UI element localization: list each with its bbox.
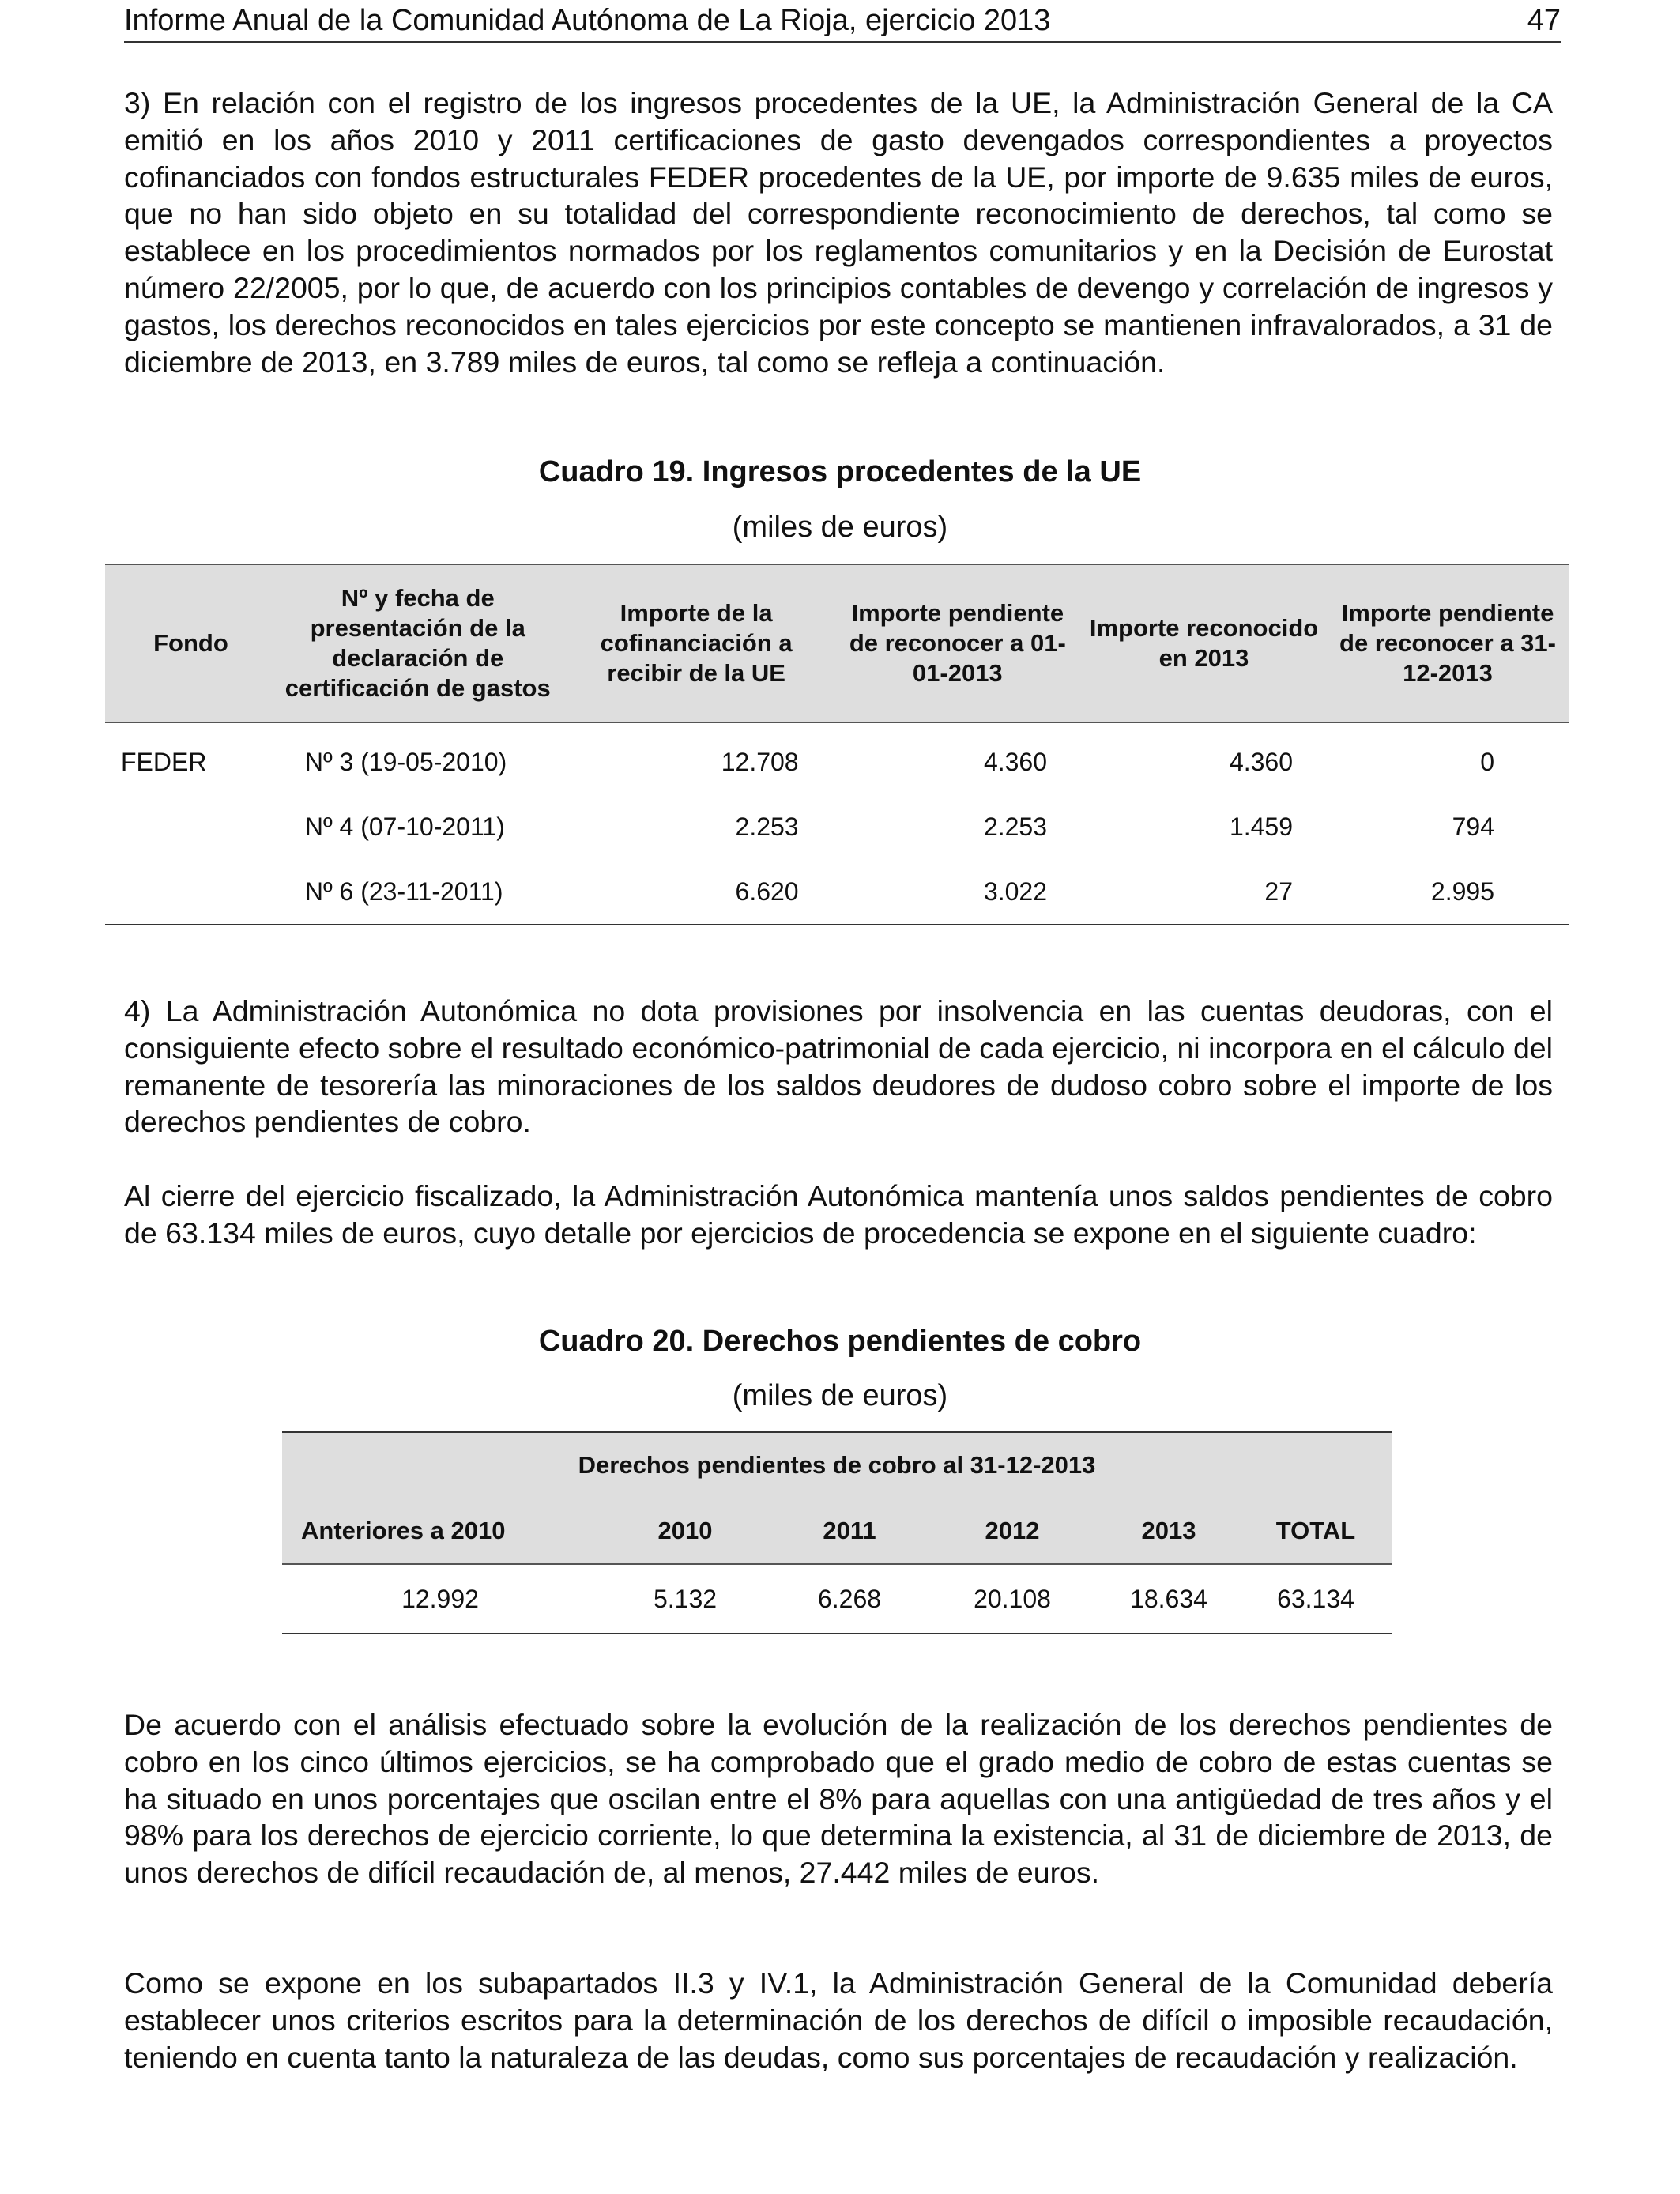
cell-pendiente-fin: 2.995 [1430,877,1494,906]
cell-pendiente-inicio: 3.022 [983,877,1048,906]
cell-pendiente-inicio: 4.360 [983,748,1048,776]
cell-fondo [105,794,277,859]
cell-declaracion: Nº 4 (07-10-2011) [304,812,505,841]
paragraph-5: Al cierre del ejercicio fiscalizado, la Administración Autonómica mantenía unos saldos pendientes de cobro de 63.134 miles de euros, cuyo detalle por ejercicios de procedencia se expone en el siguiente cuadro: [124,1179,1553,1250]
column-header-pendiente-fin: Importe pendiente de reconocer a 31-12-2013 [1326,564,1569,722]
paragraph-4: 4) La Administración Autonómica no dota provisiones por insolvencia en las cuentas deudoras, con el consiguiente efecto sobre el resultado económico-patrimonial de cada ejercicio, ni incorpora en el cálculo del remanente de tesorería las minoraciones de los saldos deudores de dudoso cobro sobre el importe de los derechos pendientes de cobro. [124,994,1553,1139]
cell-cofinanciacion: 2.253 [735,812,799,841]
cuadro20-group-header-row [282,1432,1392,1498]
paragraph-3: 3) En relación con el registro de los ingresos procedentes de la UE, la Administración General de la CA emitió en los años 2010 y 2011 certificaciones de gasto devengados correspondientes a proyectos cofinanciados con fondos estructurales FEDER procedentes de la UE, por importe de 9.635 miles de euros, que no han sido objeto en su totalidad del correspondiente reconocimiento de derechos, tal como se establece en los procedimientos normados por los reglamentos comunitarios y en la Decisión de Eurostat número 22/2005, por lo que, de acuerdo con los principios contables de devengo y correlación de ingresos y gastos, los derechos reconocidos en tales ejercicios por este concepto se mantienen infravalorados, a 31 de diciembre de 2013, en 3.789 miles de euros, tal como se refleja a continuación. [124,86,1553,379]
cell-reconocido: 1.459 [1229,812,1294,841]
cell-declaracion: Nº 3 (19-05-2010) [304,748,507,776]
cell-pendiente-fin: 0 [1480,748,1494,776]
table-row [105,722,1569,794]
column-header-pendiente-inicio: Importe pendiente de reconocer a 01-01-2013 [834,564,1082,722]
cell-pendiente-inicio: 2.253 [983,812,1048,841]
column-header-2011: 2011 [772,1498,927,1565]
table-row [282,1564,1392,1634]
column-header-declaracion: Nº y fecha de presentación de la declaración de certificación de gastos [277,564,559,722]
column-header-anteriores: Anteriores a 2010 [282,1498,598,1565]
paragraph-6: De acuerdo con el análisis efectuado sobre la evolución de la realización de los derechos pendientes de cobro en los cinco últimos ejercicios, se ha comprobado que el grado medio de cobro de estas cuentas se ha situado en unos porcentajes que oscilan entre el 8% para aquellas con una antigüedad de tres años y el 98% para los derechos de ejercicio corriente, lo que determina la existencia, al 31 de diciembre de 2013, de unos derechos de difícil recaudación de, al menos, 27.442 miles de euros. [124,1708,1553,1890]
table-row [105,794,1569,859]
cell-fondo: FEDER [121,748,207,776]
cell-total: 63.134 [1277,1585,1354,1613]
cuadro20-table [282,1431,1392,1634]
cell-2011: 6.268 [817,1585,882,1613]
column-header-2010: 2010 [598,1498,772,1565]
cuadro19-table [105,564,1569,925]
column-header-fondo: Fondo [105,564,277,722]
cell-anteriores: 12.992 [401,1585,479,1613]
cell-fondo [105,859,277,925]
page-header [124,0,1561,43]
cell-declaracion: Nº 6 (23-11-2011) [304,877,503,906]
column-header-2012: 2012 [927,1498,1098,1565]
cell-pendiente-fin: 794 [1452,812,1494,841]
column-header-cofinanciacion: Importe de la cofinanciación a recibir de la UE [559,564,834,722]
table-row [105,859,1569,925]
cuadro20-units: (miles de euros) [732,1379,948,1412]
column-header-reconocido: Importe reconocido en 2013 [1082,564,1326,722]
cuadro19-units: (miles de euros) [732,511,948,544]
cuadro20-title: Cuadro 20. Derechos pendientes de cobro [538,1325,1142,1358]
column-header-total: TOTAL [1240,1498,1392,1565]
page-number: 47 [1527,4,1561,37]
header-title: Informe Anual de la Comunidad Autónoma de La Rioja, ejercicio 2013 [124,4,1051,37]
cell-reconocido: 27 [1264,877,1294,906]
cuadro19-header-row [105,564,1569,722]
cell-reconocido: 4.360 [1229,748,1294,776]
group-header: Derechos pendientes de cobro al 31-12-2013 [282,1432,1392,1498]
cell-2012: 20.108 [974,1585,1051,1613]
cuadro20-header-row [282,1498,1392,1565]
cell-cofinanciacion: 6.620 [735,877,799,906]
cell-cofinanciacion: 12.708 [721,748,799,776]
cell-2013: 18.634 [1130,1585,1207,1613]
cell-2010: 5.132 [653,1585,718,1613]
paragraph-7: Como se expone en los subapartados II.3 y IV.1, la Administración General de la Comunidad debería establecer unos criterios escritos para la determinación de los derechos de difícil o imposible recaudación, teniendo en cuenta tanto la naturaleza de las deudas, como sus porcentajes de recaudación y realización. [124,1966,1553,2074]
cuadro19-title: Cuadro 19. Ingresos procedentes de la UE [538,455,1142,488]
column-header-2013: 2013 [1098,1498,1240,1565]
